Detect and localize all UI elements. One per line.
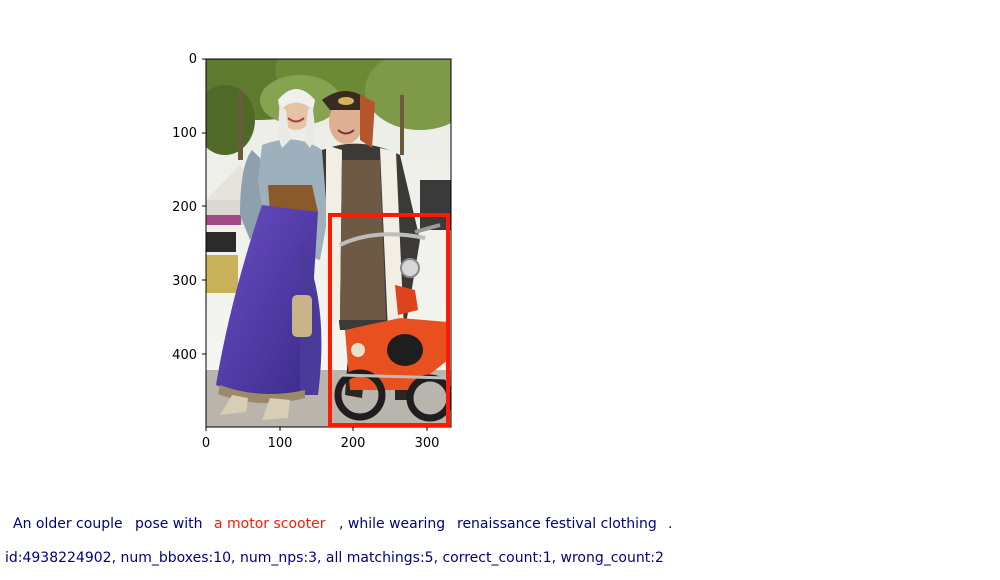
caption-phrase: pose with	[135, 516, 203, 532]
y-tick-label: 400	[172, 348, 197, 363]
x-tick-label: 300	[414, 436, 440, 451]
caption-phrase-highlighted: a motor scooter	[214, 516, 326, 532]
photo	[180, 30, 475, 427]
y-tick-label: 300	[172, 274, 197, 289]
y-axis	[172, 52, 206, 363]
caption-phrase: .	[668, 516, 673, 532]
x-tick-label: 0	[201, 436, 211, 451]
x-tick-label: 200	[340, 436, 366, 451]
caption-phrase: , while wearing	[339, 516, 446, 532]
x-tick-label: 100	[267, 436, 293, 451]
y-tick-label: 0	[188, 52, 197, 67]
image-stats: id:4938224902, num_bboxes:10, num_nps:3, all matchings:5, correct_count:1, wrong_count:2	[5, 550, 664, 566]
caption-phrase: renaissance festival clothing	[457, 516, 657, 532]
y-tick-label: 100	[172, 126, 197, 141]
x-axis	[202, 427, 440, 451]
y-tick-label: 200	[172, 200, 197, 215]
caption-phrase: An older couple	[13, 516, 123, 532]
